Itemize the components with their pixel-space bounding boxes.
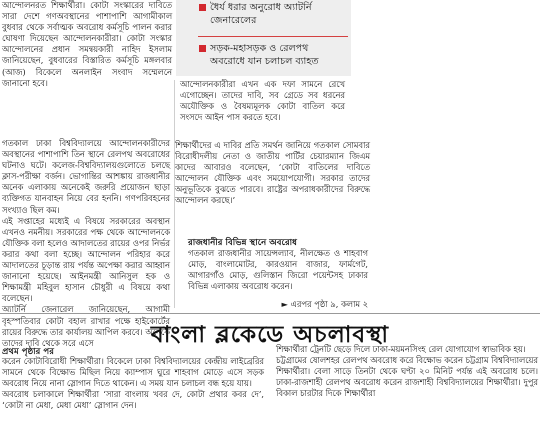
continued-from-label: প্রথম পৃষ্ঠার পর (2, 347, 54, 357)
article-right-paragraph: শিক্ষার্থীদের এ দাবির প্রতি সমর্থন জানিয়ে গতকাল সোমবার বিরোধীদলীয় নেতা ও জাতীয় পার্টির চেয়ারম্যান জিএম কাদের আবারও বলেছেন, ‘কোটা বাতিলের দাবিতে আন্দোলন যৌক্তিক এবং সময়োপযোগী। সরকার তাদের অনুভূতিকে বুঝতে পারবে। রাষ্ট্রের অপরাধকারীদের বিরুদ্ধে আন্দোলন করছে।’ (175, 140, 370, 206)
square-bullet-icon (199, 45, 206, 52)
section-subheading: রাজধানীর বিভিন্ন স্থানে অবরোধ (188, 238, 297, 248)
callout-attorney-general (210, 2, 340, 27)
article-bottom-right-column: শিক্ষার্থীরা ট্রেনটি ছেড়ে দিলে ঢাকা-ময়মনসিংহ রেল যোগাযোগ স্বাভাবিক হয়। চট্টগ্রামের ষোলশহর রেলপথ অবরোধ করে বিক্ষোভ করেন চট্টগ্রাম বিশ্ববিদ্যালয়ের শিক্ষার্থীরা। বেলা সাড়ে তিনটা থেকে ঘণ্টা ২০ মিনিট পর্যন্ত এই অবরোধ চলে। ঢাকা-রাজশাহী রেলপথ অবরোধ করেন রাজশাহী বিশ্ববিদ্যালয়ের শিক্ষার্থীরা। দুপুর বিকাল চারটার দিকে শিক্ষার্থীরা (276, 344, 538, 399)
callout-2-text: সড়ক-মহাসড়ক ও রেলপথ অবরোধে যান চলাচল ব্যাহত (210, 43, 319, 67)
callout-divider (198, 36, 348, 37)
article-left-column: গতকাল ঢাকা বিশ্ববিদ্যালয়ে আন্দোলনকারীদের অবস্থানের পাশাপাশি তিন স্থানে রেলপথ অবরোধের ঘটনাও ঘটে। কলেজ-বিশ্ববিদ্যালয়গুলোতে চলছে ক্লাস-পরীক্ষা বর্জন। ভোগান্তির আশঙ্কায় রাজধানীর অনেক এলাকায় অনেকেই জরুরি প্রয়োজন ছাড়া ব্যক্তিগত যানবাহন নিয়ে বের হননি। গণপরিবহনের সংখ্যাও ছিল কম। এই সপ্তাহের মধ্যেই এ বিষয়ে সরকারের অবস্থান এখনও নমনীয়। সরকারের পক্ষ থেকে আন্দোলনকে যৌক্তিক বলা হলেও আদালতের রায়ের ওপর নির্ভর করার কথা বলা হচ্ছে। আন্দোলন পরিহার করে আদালতের চূড়ান্ত রায় পর্যন্ত অপেক্ষা করার আহ্বান জানানো হয়েছে। আইনমন্ত্রী আনিসুল হক ও শিক্ষামন্ত্রী মহিবুল হাসান চৌধুরী এ বিষয়ে কথা বলেছেন। অ্যাটর্নি জেনারেল জানিয়েছেন, আগামী বৃহস্পতিবার কোটা বহাল রাখার পক্ষে হাইকোর্টের রায়ের বিরুদ্ধে তার কার্যালয় আপিল করবে। অনেকে তাদের দাবি থেকে সরে এসে (2, 138, 170, 348)
callout-1-text: ধৈর্য ধরার অনুরোধ অ্যাটর্নি জেনারেলের (210, 2, 312, 26)
page-headline: বাংলা ব্লকেডে অচলাবস্থা (150, 321, 390, 348)
section-divider (0, 313, 540, 314)
section-subheading-body: গতকাল রাজধানীর সায়েন্সল্যাব, নীলক্ষেত ও শাহবাগ মোড়, বাংলামোটর, কারওয়ান বাজার, ফার্মগেট, আগারগাঁও মোড়, গুলিস্তান জিরো পয়েন্টসহ ঢাকার বিভিন্ন এলাকায় অবরোধ করেন। (188, 248, 368, 292)
article-top-left-paragraph: আন্দোলনরত শিক্ষার্থীরা। কোটা সংস্কারের দাবিতে সারা দেশে গণঅবস্থানের পাশাপাশি আগামীকাল বুধবার থেকে সর্বাত্মক অবরোধ কর্মসূচি পালন করার ঘোষণা দিয়েছেন আন্দোলনকারীরা। কোটা সংস্কার আন্দোলনের প্রধান সমন্বয়কারী নাহিদ ইসলাম জানিয়েছেন, বুধবারের বিস্তারিত কর্মসূচি মঙ্গলবার (আজ) বিকেলে অনলাইন সংবাদ সম্মেলনে জানানো হবে। (2, 0, 172, 88)
continued-page-reference: ► এরপর পৃষ্ঠা ৯, কলাম ২ (281, 299, 368, 309)
article-bottom-left-column: করেন কোটাবিরোধী শিক্ষার্থীরা। বিকেলে ঢাকা বিশ্ববিদ্যালয়ের কেন্দ্রীয় লাইব্রেরির সামনে থেকে বিক্ষোভ মিছিল নিয়ে ক্যাম্পাস ঘুরে শাহবাগ মোড়ে এসে সড়ক অবরোধ নিয়ে নানা স্লোগান দিতে থাকেন। এ সময় যান চলাচল বন্ধ হয়ে যায়। অবরোধ চলাকালে শিক্ষার্থীরা ‘সারা বাংলায় খবর দে, কোটা প্রথার কবর দে’, ‘কোটা না মেধা, মেধা মেধা’ স্লোগান দেন। (2, 356, 264, 411)
callout-road-rail-blockade (210, 43, 345, 68)
square-bullet-icon (199, 4, 206, 11)
article-mid-paragraph: আন্দোলনকারীরা এখন এক দফা সামনে রেখে এগোচ্ছেন। তাদের দাবি, সব গ্রেডে সব ধরনের অযৌক্তিক ও বৈষম্যমূলক কোটা বাতিল করে সংসদে আইন পাস করতে হবে। (180, 79, 345, 123)
